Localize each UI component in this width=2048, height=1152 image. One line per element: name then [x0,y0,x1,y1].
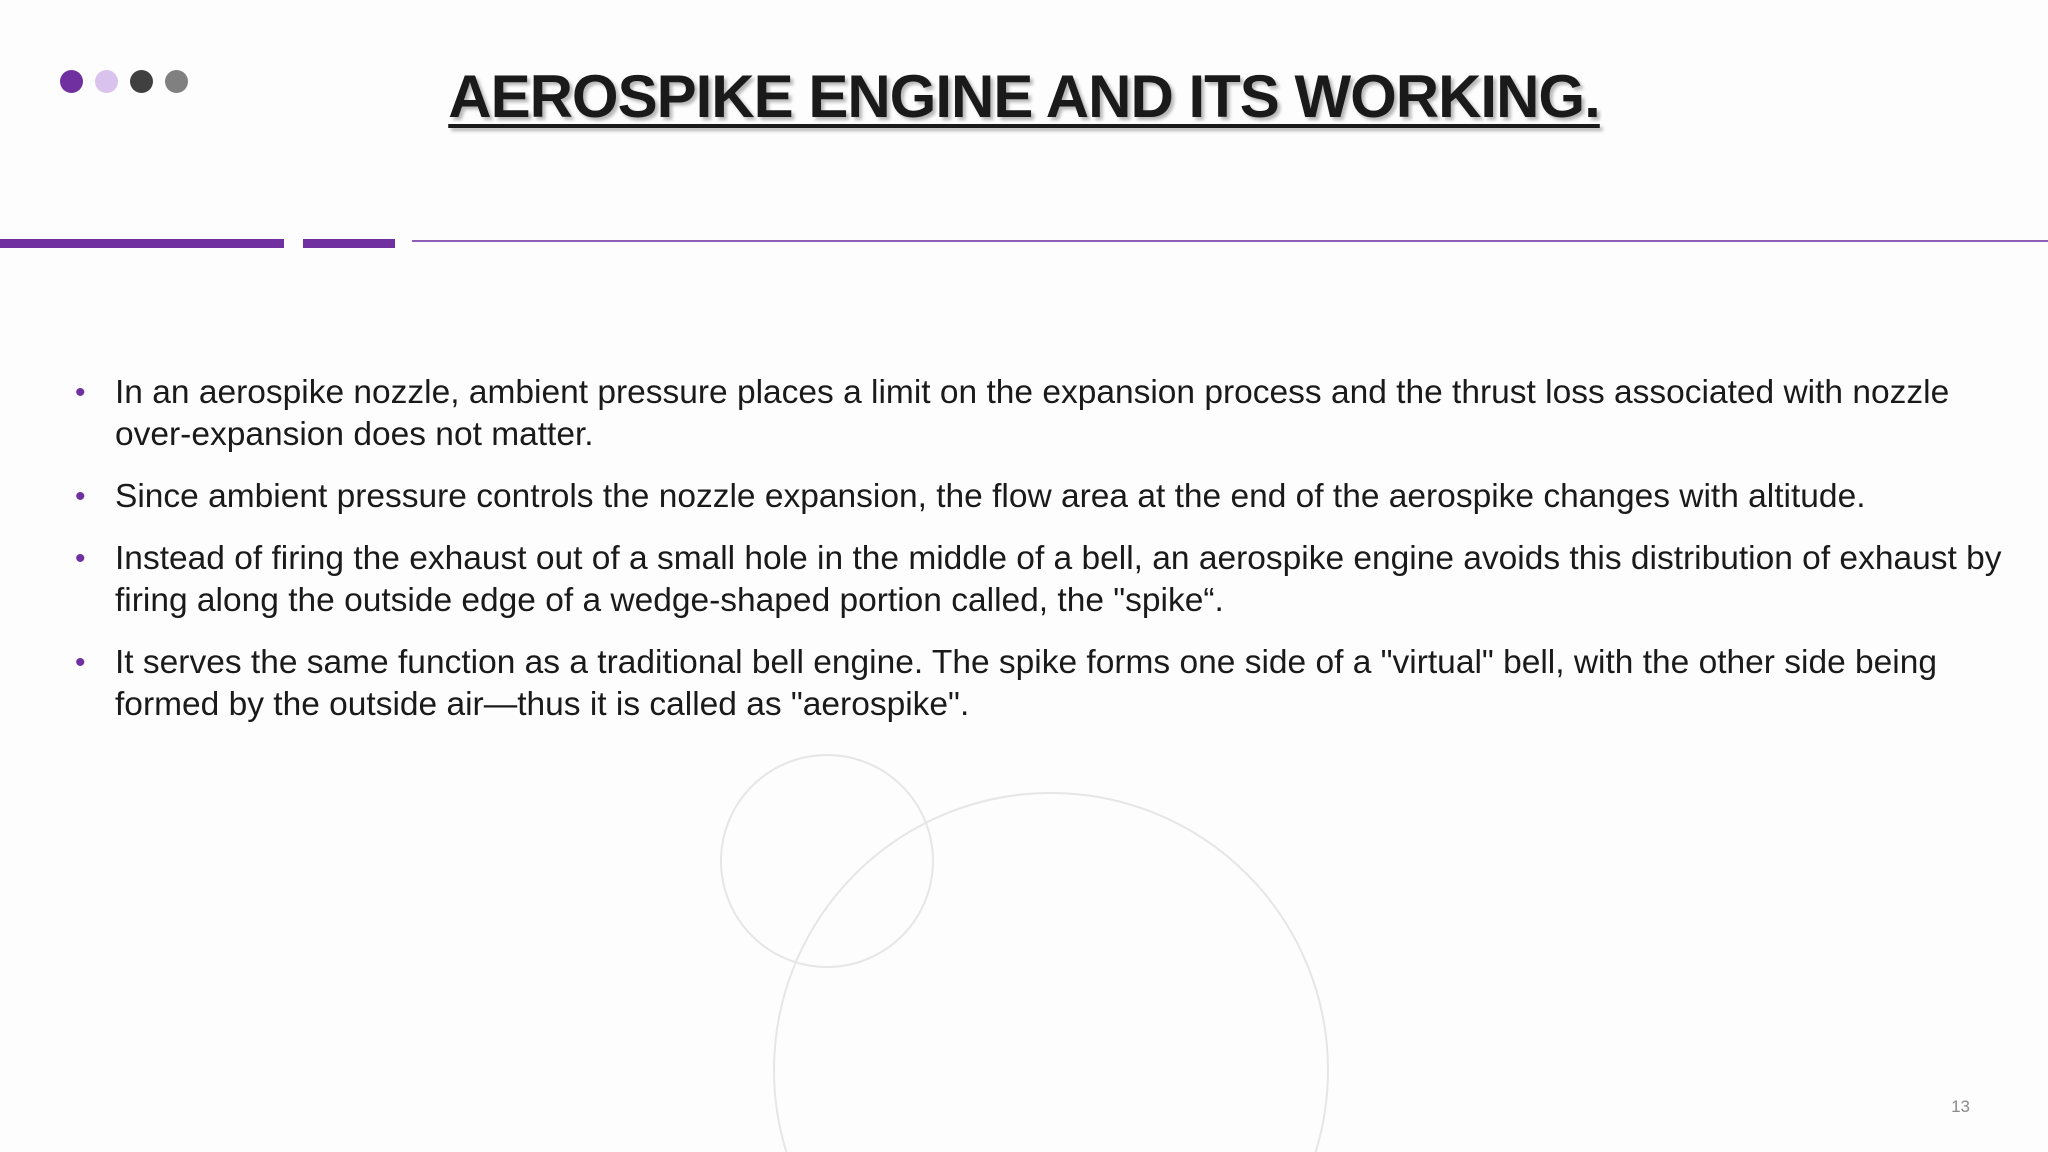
bullet-marker: • [75,376,86,409]
small-circle-outline [721,755,933,967]
bullet-text: Since ambient pressure controls the nozzle expansion, the flow area at the end of the aerospike changes with altitude. [115,478,1866,515]
header-rule-thick-long [0,239,284,248]
bullet-list [75,372,2005,746]
slide-title: AEROSPIKE ENGINE AND ITS WORKING. [448,63,1600,130]
bullet-marker: • [75,480,86,513]
bullet-marker: • [75,646,86,679]
header-rule-thick-short [303,239,395,248]
bullet-text: Instead of firing the exhaust out of a small hole in the middle of a bell, an aerospike engine avoids this distribution of exhaust by firing along the outside edge of a wedge-shaped portion called, the "spike“. [115,540,2002,619]
bullet-item [75,476,2005,518]
bullet-text: In an aerospike nozzle, ambient pressure places a limit on the expansion process and the thrust loss associated with nozzle over-expansion does not matter. [115,374,1950,453]
bullet-item [75,538,2005,622]
bullet-item [75,642,2005,726]
bullet-marker: • [75,542,86,575]
bullet-item [75,372,2005,456]
bullet-text: It serves the same function as a traditional bell engine. The spike forms one side of a "virtual" bell, with the other side being formed by the outside air—thus it is called as "aerospike". [115,644,1938,723]
header-rule-thin [412,240,2048,242]
page-number: 13 [1951,1097,1970,1116]
large-circle-outline [774,793,1328,1152]
